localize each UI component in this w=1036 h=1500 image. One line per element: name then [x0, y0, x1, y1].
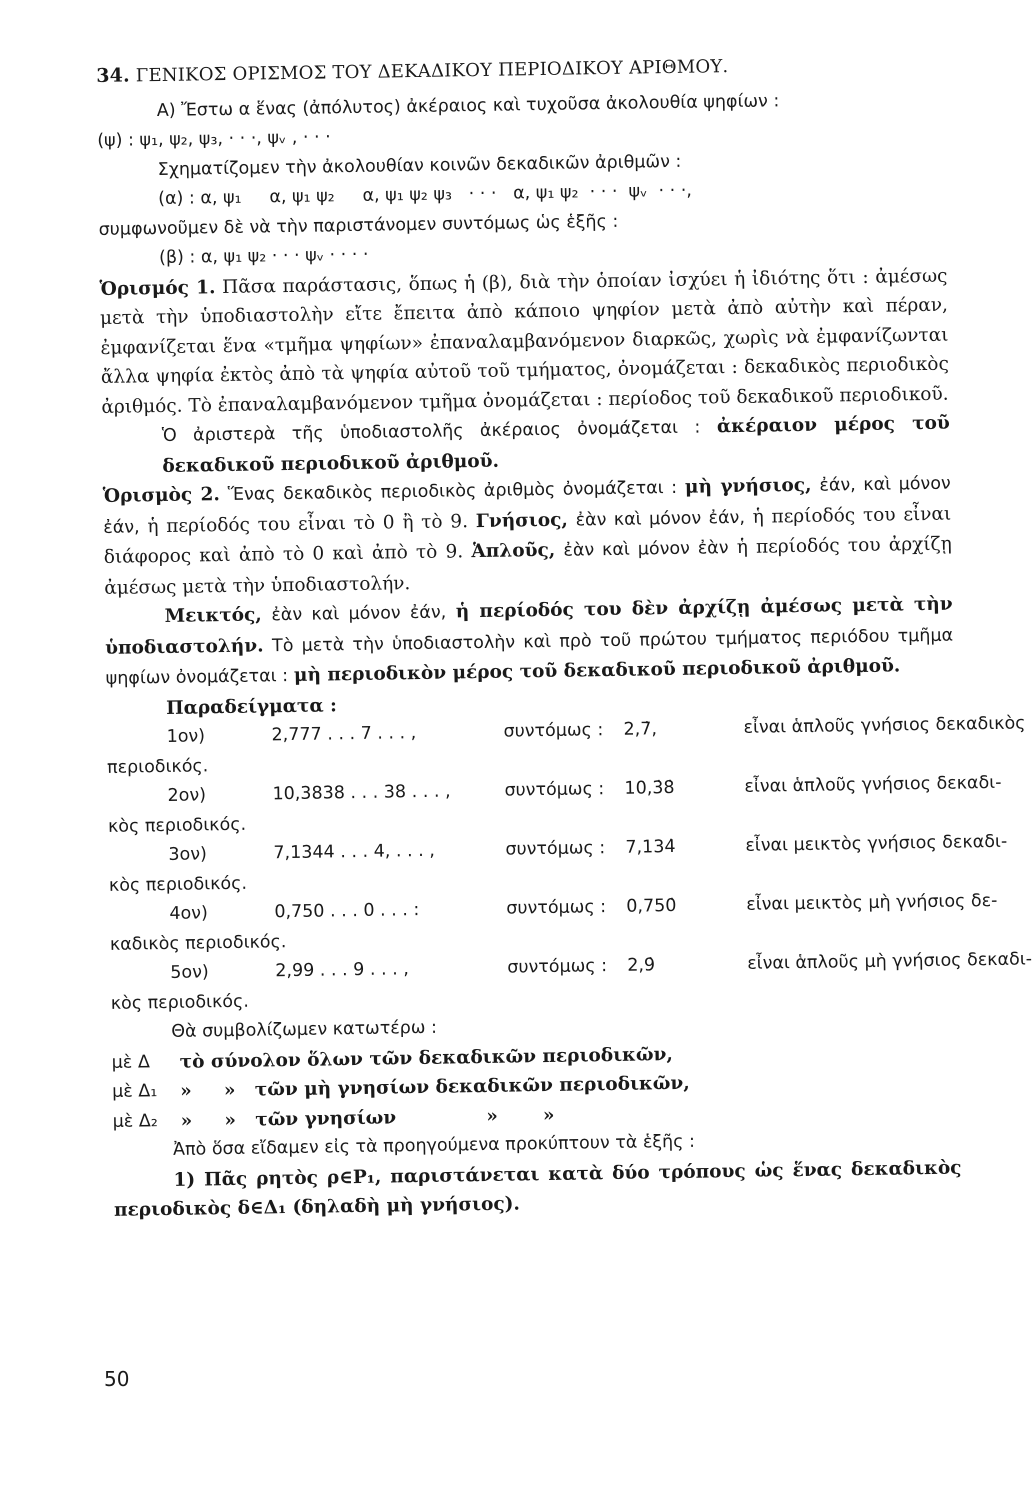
- definition-text: Ἕνας δεκαδικὸς περιοδικὸς ἀριθμὸς ὀνομάζεται :: [227, 477, 678, 505]
- example-word: συντόμως :: [503, 720, 604, 742]
- example-expanded: 2,99 . . . 9 . . . ,: [275, 959, 409, 982]
- example-expanded: 0,750 . . . 0 . . . :: [274, 900, 420, 923]
- definition-text: ἐὰν καὶ μόνον ἐάν,: [271, 602, 447, 626]
- definition-1: [99, 261, 949, 422]
- notation-intro: Θὰ συμβολίζωμεν κατωτέρω :: [171, 1017, 438, 1042]
- notation-symbol: μὲ Δ₂: [112, 1110, 158, 1132]
- example-description-cont: περιοδικός.: [106, 755, 209, 778]
- example-word: συντόμως :: [504, 779, 605, 801]
- example-description: εἶναι ἁπλοῦς γνήσιος δεκαδι-: [744, 772, 1002, 797]
- example-short: 0,750̇: [626, 895, 677, 917]
- conclusion-intro: Ἀπὸ ὅσα εἴδαμεν εἰς τὰ προηγούμενα προκύπτουν τὰ ἑξῆς :: [172, 1131, 696, 1160]
- example-word: συντόμως :: [506, 897, 607, 919]
- definition-term: Γνήσιος,: [475, 509, 568, 532]
- definition-condition: ἡ περίοδός του εἶναι τὸ 0 ἢ τὸ 9.: [147, 510, 469, 537]
- definition-label: Ὁρισμός 1.: [99, 276, 216, 300]
- page-content: [96, 49, 1033, 1226]
- notation-text: τὸ σύνολον ὅλων τῶν δεκαδικῶν περιοδικῶν,: [179, 1043, 674, 1073]
- definition-label: Ὁρισμὸς 2.: [102, 484, 221, 507]
- definition-condition: ἡ περίοδός του ἀρχίζῃ ἀμέσως μετὰ τὴν ὑποδιαστολήν.: [104, 533, 952, 599]
- example-label: 5ον): [170, 962, 209, 983]
- example-expanded: 2,777 . . . 7 . . . ,: [271, 723, 417, 746]
- example-expanded: 7,1344 . . . 4, . . . ,: [273, 840, 435, 864]
- definition-condition: ἡ περίοδός του εἶναι διάφορος καὶ ἀπὸ τὸ 0 καὶ ἀπὸ τὸ 9.: [103, 503, 952, 568]
- definition-text: ἐάν, καὶ μόνον ἐάν,: [103, 473, 951, 538]
- example-short: 2,7̇,: [623, 719, 658, 740]
- example-label: 1ον): [166, 726, 206, 747]
- notation-list: [111, 1035, 960, 1137]
- example-label: 4ον): [169, 903, 208, 924]
- example-description-cont: καδικὸς περιοδικός.: [109, 931, 287, 955]
- notation-text: » » τῶν μὴ γνησίων δεκαδικῶν περιοδικῶν,: [180, 1072, 690, 1102]
- section-title: ΓΕΝΙΚΟΣ ΟΡΙΣΜΟΣ ΤΟΥ ΔΕΚΑΔΙΚΟΥ ΠΕΡΙΟΔΙΚΟΥ ΑΡΙΘΜΟΥ.: [135, 56, 729, 87]
- sequence-alpha: (α) : α, ψ₁ α, ψ₁ ψ₂ α, ψ₁ ψ₂ ψ₃ · · · α, ψ₁ ψ₂ · · · ψᵥ · · ·,: [158, 180, 693, 210]
- example-description-cont: κὸς περιοδικός.: [107, 814, 247, 837]
- sequence-beta: (β) : α, ψ₁ ψ₂ · · · ψᵥ · · · ·: [158, 244, 369, 269]
- example-description-cont: κὸς περιοδικός.: [108, 873, 248, 896]
- integer-text: Ὁ ἀριστερὰ τῆς ὑποδιαστολῆς ἀκέραιος ὀνομάζεται :: [161, 417, 701, 447]
- example-description: εἶναι μεικτὸς μὴ γνήσιος δε-: [746, 890, 998, 915]
- notation-symbol: μὲ Δ: [111, 1051, 151, 1073]
- conclusion-statement: [113, 1153, 962, 1225]
- definition-term: Μεικτός,: [164, 604, 262, 627]
- definition-term: Ἁπλοῦς,: [471, 539, 556, 563]
- definition-text: ἐὰν καὶ μόνον ἐάν,: [575, 507, 746, 531]
- example-word: συντόμως :: [507, 956, 608, 978]
- example-short: 7,134̇: [625, 836, 676, 858]
- example-short: 10,3̇8̇: [624, 778, 675, 799]
- notation-symbol: μὲ Δ₁: [112, 1081, 158, 1102]
- example-description: εἶναι μεικτὸς γνήσιος δεκαδι-: [745, 831, 1008, 856]
- conclusion-text: 1) Πᾶς ρητὸς ρ∈P₁, παριστάνεται κατὰ δύο τρόπους ὡς ἕνας δεκαδικὸς περιοδικὸς δ∈Δ₁ (δηλαδὴ μὴ γνήσιος).: [113, 1157, 962, 1221]
- notation-text: » » τῶν γνησίων » »: [180, 1104, 555, 1132]
- intro-line: συμφωνοῦμεν δὲ νὰ τὴν παριστάνομεν συντόμως ὡς ἑξῆς :: [98, 211, 619, 240]
- definition-text: Τὸ μετὰ τὴν ὑποδιαστολὴν καὶ πρὸ τοῦ πρώτου τμήματος περιόδου τμῆμα ψηφίων ὀνομάζεται :: [105, 625, 954, 689]
- definition-2-continued: [104, 590, 953, 695]
- section-number: 34.: [96, 64, 131, 87]
- example-expanded: 10,3838 . . . 38 . . . ,: [272, 781, 451, 805]
- definition-text: Πᾶσα παράστασις, ὅπως ἡ (β), διὰ τὴν ὁποίαν ἰσχύει ἡ ἰδιότης ὅτι : ἀμέσως μετὰ τὴν ὑποδιαστολὴν εἴτε ἔπειτα ἀπὸ κάποιο ψηφίον μετὰ ἀπὸ αὐτὴν καὶ πέραν, ἐμφανίζεται ἕνα «τμῆμα ψηφίων» ἐπαναλαμβανόμενον διαρκῶς, χωρὶς νὰ ἐμφανίζωνται ἄλλα ψηφία ἐκτὸς ἀπὸ τὰ ψηφία αὐτοῦ τοῦ τμήματος, ὀνομάζεται : δεκαδικὸς περιοδικὸς ἀριθμός. Τὸ ἐπαναλαμβανόμενον τμῆμα ὀνομάζεται : περίοδος τοῦ δεκαδικοῦ περιοδικοῦ.: [99, 265, 950, 418]
- definition-term: μὴ γνήσιος,: [684, 474, 812, 498]
- definition-term: μὴ περιοδικὸν μέρος τοῦ δεκαδικοῦ περιοδικοῦ ἀριθμοῦ.: [293, 655, 901, 686]
- intro-line: Σχηματίζομεν τὴν ἀκολουθίαν κοινῶν δεκαδικῶν ἀριθμῶν :: [157, 151, 682, 180]
- integer-term: ἀκέραιον μέρος τοῦ δεκαδικοῦ περιοδικοῦ ἀριθμοῦ.: [162, 412, 950, 477]
- example-label: 2ον): [167, 785, 207, 806]
- sequence-psi: (ψ) : ψ₁, ψ₂, ψ₃, · · ·, ψᵥ , · · ·: [97, 127, 331, 151]
- examples-list: [106, 711, 1033, 1019]
- definition-condition: ἡ περίοδός του δὲν ἀρχίζῃ ἀμέσως μετὰ τὴν ὑποδιαστολήν.: [105, 593, 953, 659]
- example-label: 3ον): [168, 844, 208, 865]
- example-word: συντόμως :: [505, 838, 606, 860]
- example-description-cont: κὸς περιοδικός.: [110, 991, 250, 1014]
- definition-text: ἐὰν καὶ μόνον ἐὰν: [563, 538, 729, 561]
- intro-line: Α) Ἔστω α ἕνας (ἀπόλυτος) ἀκέραιος καὶ τυχοῦσα ἀκολουθία ψηφίων :: [156, 90, 780, 121]
- definition-2: [103, 469, 953, 603]
- examples-heading-text: Παραδείγματα :: [165, 694, 338, 719]
- section-heading: [96, 49, 944, 92]
- example-short: 2,9̇: [627, 955, 656, 976]
- page-number: 50: [104, 1367, 130, 1391]
- example-description: εἶναι ἁπλοῦς γνήσιος δεκαδικὸς: [743, 713, 1026, 738]
- example-description: εἶναι ἁπλοῦς μὴ γνήσιος δεκαδι-: [747, 949, 1033, 974]
